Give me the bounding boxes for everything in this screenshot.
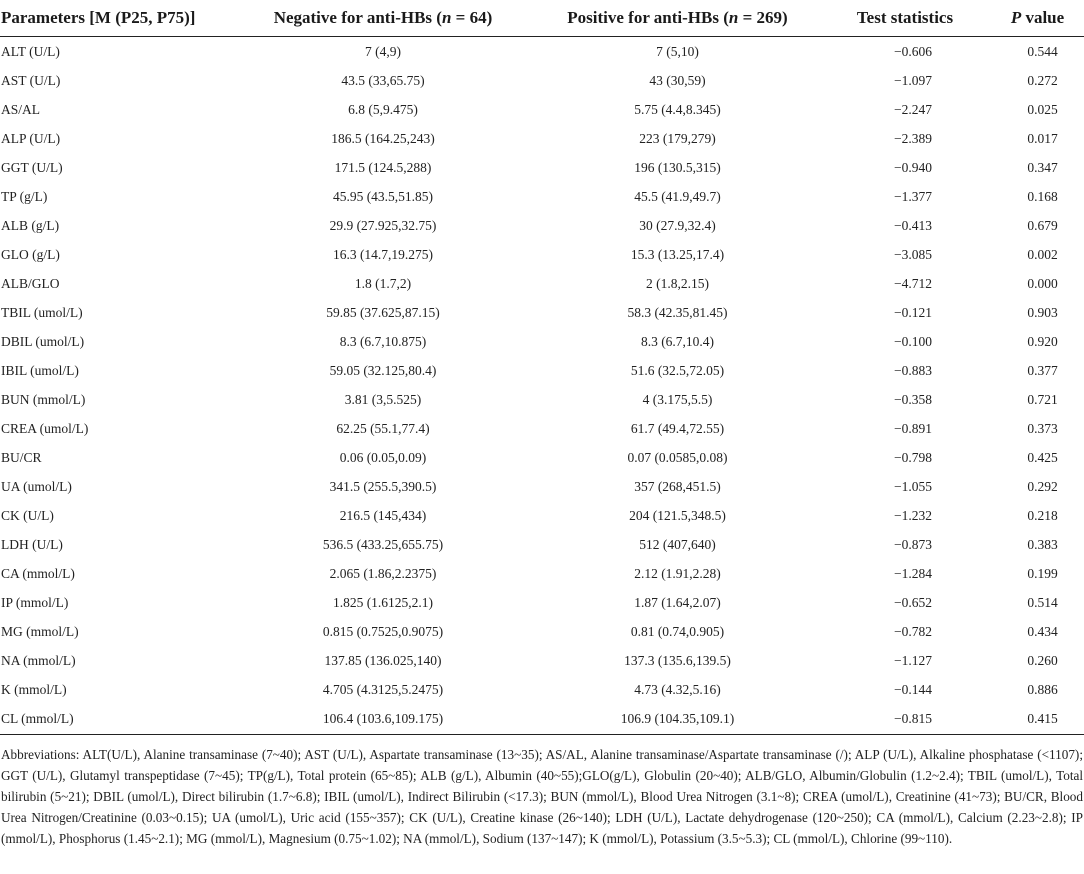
cell-test-statistic: −1.377 (894, 188, 932, 204)
cell-positive-value: 15.3 (13.25,17.4) (630, 246, 725, 262)
cell-test-statistic: −0.413 (894, 217, 932, 233)
table-row (0, 124, 1084, 153)
cell-parameter: CREA (umol/L) (1, 420, 89, 436)
cell-negative-value: 0.815 (0.7525,0.9075) (322, 623, 444, 639)
cell-positive-value: 30 (27.9,32.4) (639, 217, 716, 233)
cell-negative-value: 29.9 (27.925,32.75) (329, 217, 437, 233)
table-row (0, 211, 1084, 240)
header-parameters (0, 0, 231, 37)
cell-positive-value: 2.12 (1.91,2.28) (634, 565, 721, 581)
cell-positive-value: 204 (121.5,348.5) (629, 507, 726, 523)
table-row (0, 327, 1084, 356)
header-p-letter: P (1010, 8, 1022, 27)
table-row (0, 37, 1084, 67)
cell-negative-value: 186.5 (164.25,243) (331, 130, 435, 146)
cell-parameter: TP (g/L) (1, 188, 48, 204)
cell-test-statistic: −1.055 (894, 478, 932, 494)
cell-positive-value: 43 (30,59) (649, 72, 706, 88)
cell-test-statistic: −0.883 (894, 362, 932, 378)
table-row (0, 472, 1084, 501)
cell-positive-value: 0.07 (0.0585,0.08) (627, 449, 728, 465)
table-row (0, 530, 1084, 559)
cell-parameter: NA (mmol/L) (1, 652, 76, 668)
cell-negative-value: 3.81 (3,5.525) (344, 391, 422, 407)
cell-test-statistic: −0.144 (894, 681, 932, 697)
header-negative (231, 0, 535, 37)
cell-parameter: BU/CR (1, 449, 42, 465)
cell-p-value: 0.002 (1027, 246, 1058, 262)
header-p-value (990, 0, 1084, 37)
header-positive (535, 0, 820, 37)
cell-test-statistic: −1.232 (894, 507, 932, 523)
table-row (0, 617, 1084, 646)
table-row (0, 269, 1084, 298)
cell-parameter: UA (umol/L) (1, 478, 72, 494)
cell-p-value: 0.199 (1027, 565, 1058, 581)
cell-p-value: 0.168 (1027, 188, 1058, 204)
header-positive-prefix: Positive for anti-HBs ( (567, 8, 729, 27)
table-row (0, 240, 1084, 269)
cell-positive-value: 8.3 (6.7,10.4) (640, 333, 715, 349)
cell-p-value: 0.218 (1027, 507, 1058, 523)
cell-p-value: 0.434 (1027, 623, 1058, 639)
cell-parameter: ALB/GLO (1, 275, 60, 291)
table-row (0, 646, 1084, 675)
cell-test-statistic: −1.097 (894, 72, 932, 88)
cell-p-value: 0.347 (1027, 159, 1058, 175)
header-test-statistics (820, 0, 990, 37)
cell-positive-value: 357 (268,451.5) (634, 478, 721, 494)
cell-negative-value: 59.05 (32.125,80.4) (329, 362, 437, 378)
cell-negative-value: 59.85 (37.625,87.15) (326, 304, 440, 320)
cell-negative-value: 45.95 (43.5,51.85) (332, 188, 434, 204)
cell-p-value: 0.544 (1027, 43, 1058, 59)
cell-test-statistic: −0.815 (820, 704, 990, 735)
cell-negative-value: 1.825 (1.6125,2.1) (332, 594, 434, 610)
cell-test-statistic: −0.782 (894, 623, 932, 639)
table-row (0, 356, 1084, 385)
cell-positive-value: 4.73 (4.32,5.16) (634, 681, 721, 697)
cell-positive-value: 2 (1.8,2.15) (646, 275, 709, 291)
cell-p-value: 0.373 (1027, 420, 1058, 436)
cell-positive-value: 196 (130.5,315) (634, 159, 721, 175)
cell-negative-value: 4.705 (4.3125,5.2475) (322, 681, 444, 697)
cell-parameter: AS/AL (1, 101, 41, 117)
table-row (0, 704, 1084, 735)
cell-parameter: IBIL (umol/L) (1, 362, 79, 378)
cell-positive-value: 106.9 (104.35,109.1) (535, 704, 820, 735)
table-row (0, 414, 1084, 443)
cell-negative-value: 43.5 (33,65.75) (341, 72, 425, 88)
cell-positive-value: 45.5 (41.9,49.7) (634, 188, 721, 204)
cell-p-value: 0.000 (1027, 275, 1058, 291)
table-row (0, 153, 1084, 182)
header-test-label: Test statistics (856, 8, 954, 27)
header-parameters-label: Parameters [M (P25, P75)] (1, 8, 196, 27)
header-positive-n: n (728, 8, 739, 27)
cell-p-value: 0.377 (1027, 362, 1058, 378)
cell-p-value: 0.425 (1027, 449, 1058, 465)
cell-negative-value: 8.3 (6.7,10.875) (339, 333, 427, 349)
cell-test-statistic: −2.389 (894, 130, 932, 146)
cell-p-value: 0.903 (1027, 304, 1058, 320)
cell-parameter: GLO (g/L) (1, 246, 60, 262)
cell-test-statistic: −0.121 (894, 304, 932, 320)
cell-test-statistic: −0.652 (894, 594, 932, 610)
cell-parameter: TBIL (umol/L) (1, 304, 83, 320)
cell-positive-value: 137.3 (135.6,139.5) (624, 652, 731, 668)
cell-parameter: CK (U/L) (1, 507, 54, 523)
table-row (0, 385, 1084, 414)
header-positive-suffix: = 269) (738, 8, 788, 27)
cell-p-value: 0.292 (1027, 478, 1058, 494)
header-negative-n: n (441, 8, 452, 27)
cell-parameter: K (mmol/L) (1, 681, 67, 697)
cell-p-value: 0.383 (1027, 536, 1058, 552)
table-body (0, 37, 1084, 735)
cell-parameter: BUN (mmol/L) (1, 391, 86, 407)
cell-positive-value: 51.6 (32.5,72.05) (630, 362, 725, 378)
table-row (0, 443, 1084, 472)
cell-p-value: 0.920 (1027, 333, 1058, 349)
cell-parameter: IP (mmol/L) (1, 594, 69, 610)
cell-test-statistic: −4.712 (894, 275, 932, 291)
header-row (0, 0, 1084, 37)
cell-test-statistic: −0.940 (894, 159, 932, 175)
cell-test-statistic: −0.873 (894, 536, 932, 552)
cell-negative-value: 171.5 (124.5,288) (334, 159, 432, 175)
cell-positive-value: 4 (3.175,5.5) (642, 391, 713, 407)
table-row (0, 298, 1084, 327)
table-header (0, 0, 1084, 37)
cell-p-value: 0.886 (1027, 681, 1058, 697)
table-row (0, 182, 1084, 211)
cell-p-value: 0.415 (990, 704, 1084, 735)
cell-p-value: 0.272 (1027, 72, 1058, 88)
cell-positive-value: 1.87 (1.64,2.07) (634, 594, 721, 610)
header-negative-suffix: = 64) (451, 8, 493, 27)
cell-negative-value: 0.06 (0.05,0.09) (339, 449, 427, 465)
cell-positive-value: 61.7 (49.4,72.55) (630, 420, 725, 436)
cell-p-value: 0.025 (1027, 101, 1058, 117)
cell-negative-value: 341.5 (255.5,390.5) (329, 478, 437, 494)
cell-negative-value: 6.8 (5,9.475) (348, 101, 418, 117)
cell-negative-value: 1.8 (1.7,2) (354, 275, 412, 291)
cell-test-statistic: −3.085 (894, 246, 932, 262)
cell-parameter: CA (mmol/L) (1, 565, 75, 581)
cell-parameter: ALB (g/L) (1, 217, 60, 233)
cell-test-statistic: −0.798 (894, 449, 932, 465)
cell-positive-value: 512 (407,640) (639, 536, 716, 552)
cell-parameter: LDH (U/L) (1, 536, 63, 552)
cell-parameter: MG (mmol/L) (1, 623, 79, 639)
cell-p-value: 0.017 (1027, 130, 1058, 146)
cell-p-value: 0.514 (1027, 594, 1058, 610)
cell-negative-value: 62.25 (55.1,77.4) (336, 420, 430, 436)
cell-test-statistic: −0.100 (894, 333, 932, 349)
cell-p-value: 0.679 (1027, 217, 1058, 233)
cell-parameter: CL (mmol/L) (0, 704, 231, 735)
table-row (0, 66, 1084, 95)
cell-test-statistic: −0.891 (894, 420, 932, 436)
cell-negative-value: 7 (4,9) (365, 43, 401, 59)
header-negative-prefix: Negative for anti-HBs ( (273, 8, 442, 27)
table-row (0, 675, 1084, 704)
cell-positive-value: 58.3 (42.35,81.45) (627, 304, 728, 320)
cell-negative-value: 216.5 (145,434) (339, 507, 427, 523)
cell-negative-value: 106.4 (103.6,109.175) (231, 704, 535, 735)
table-row (0, 501, 1084, 530)
cell-positive-value: 7 (5,10) (656, 43, 699, 59)
cell-positive-value: 223 (179,279) (639, 130, 716, 146)
footnote-abbreviations: Abbreviations: ALT(U/L), Alanine transaminase (7~40); AST (U/L), Aspartate transaminase (13~35); AS/AL, Alanine transaminase/Aspartate transaminase (/); ALP (U/L), Alkaline phosphatase (<1107); GGT (U/L), Glutamyl transpeptidase (7~45); TP(g/L), Total protein (65~85); ALB (g/L), Albumin (40~55);GLO(g/L), Globulin (20~40); ALB/GLO, Albumin/Globulin (1.2~2.4); TBIL (umol/L), Total bilirubin (5~21); DBIL (umol/L), Direct bilirubin (1.7~6.8); IBIL (umol/L), Indirect Bilirubin (<17.3); BUN (mmol/L), Blood Urea Nitrogen (3.1~8); CREA (umol/L), Creatinine (41~73); BU/CR, Blood Urea Nitrogen/Creatinine (0.03~0.15); UA (umol/L), Uric acid (155~357); CK (U/L), Creatine kinase (26~140); LDH (U/L), Lactate dehydrogenase (120~250); CA (mmol/L), Calcium (2.23~2.8); IP (mmol/L), Phosphorus (1.45~2.1); MG (mmol/L), Magnesium (0.75~1.02); NA (mmol/L), Sodium (137~147); K (mmol/L), Potassium (3.5~5.3); CL (mmol/L), Chlorine (99~110). (1, 747, 1083, 846)
cell-p-value: 0.260 (1027, 652, 1058, 668)
cell-test-statistic: −2.247 (894, 101, 932, 117)
cell-parameter: ALT (U/L) (1, 43, 60, 59)
cell-test-statistic: −0.358 (894, 391, 932, 407)
cell-test-statistic: −1.284 (894, 565, 932, 581)
cell-test-statistic: −1.127 (894, 652, 932, 668)
cell-parameter: GGT (U/L) (1, 159, 63, 175)
cell-test-statistic: −0.606 (894, 43, 932, 59)
cell-positive-value: 0.81 (0.74,0.905) (630, 623, 725, 639)
cell-positive-value: 5.75 (4.4,8.345) (634, 101, 721, 117)
cell-negative-value: 137.85 (136.025,140) (324, 652, 442, 668)
cell-parameter: ALP (U/L) (1, 130, 61, 146)
table-row (0, 559, 1084, 588)
cell-parameter: AST (U/L) (1, 72, 61, 88)
cell-negative-value: 536.5 (433.25,655.75) (322, 536, 444, 552)
cell-parameter: DBIL (umol/L) (1, 333, 85, 349)
cell-p-value: 0.721 (1027, 391, 1058, 407)
cell-negative-value: 2.065 (1.86,2.2375) (329, 565, 437, 581)
cell-negative-value: 16.3 (14.7,19.275) (332, 246, 434, 262)
header-p-suffix: value (1021, 8, 1065, 27)
table-row (0, 95, 1084, 124)
table-row (0, 588, 1084, 617)
